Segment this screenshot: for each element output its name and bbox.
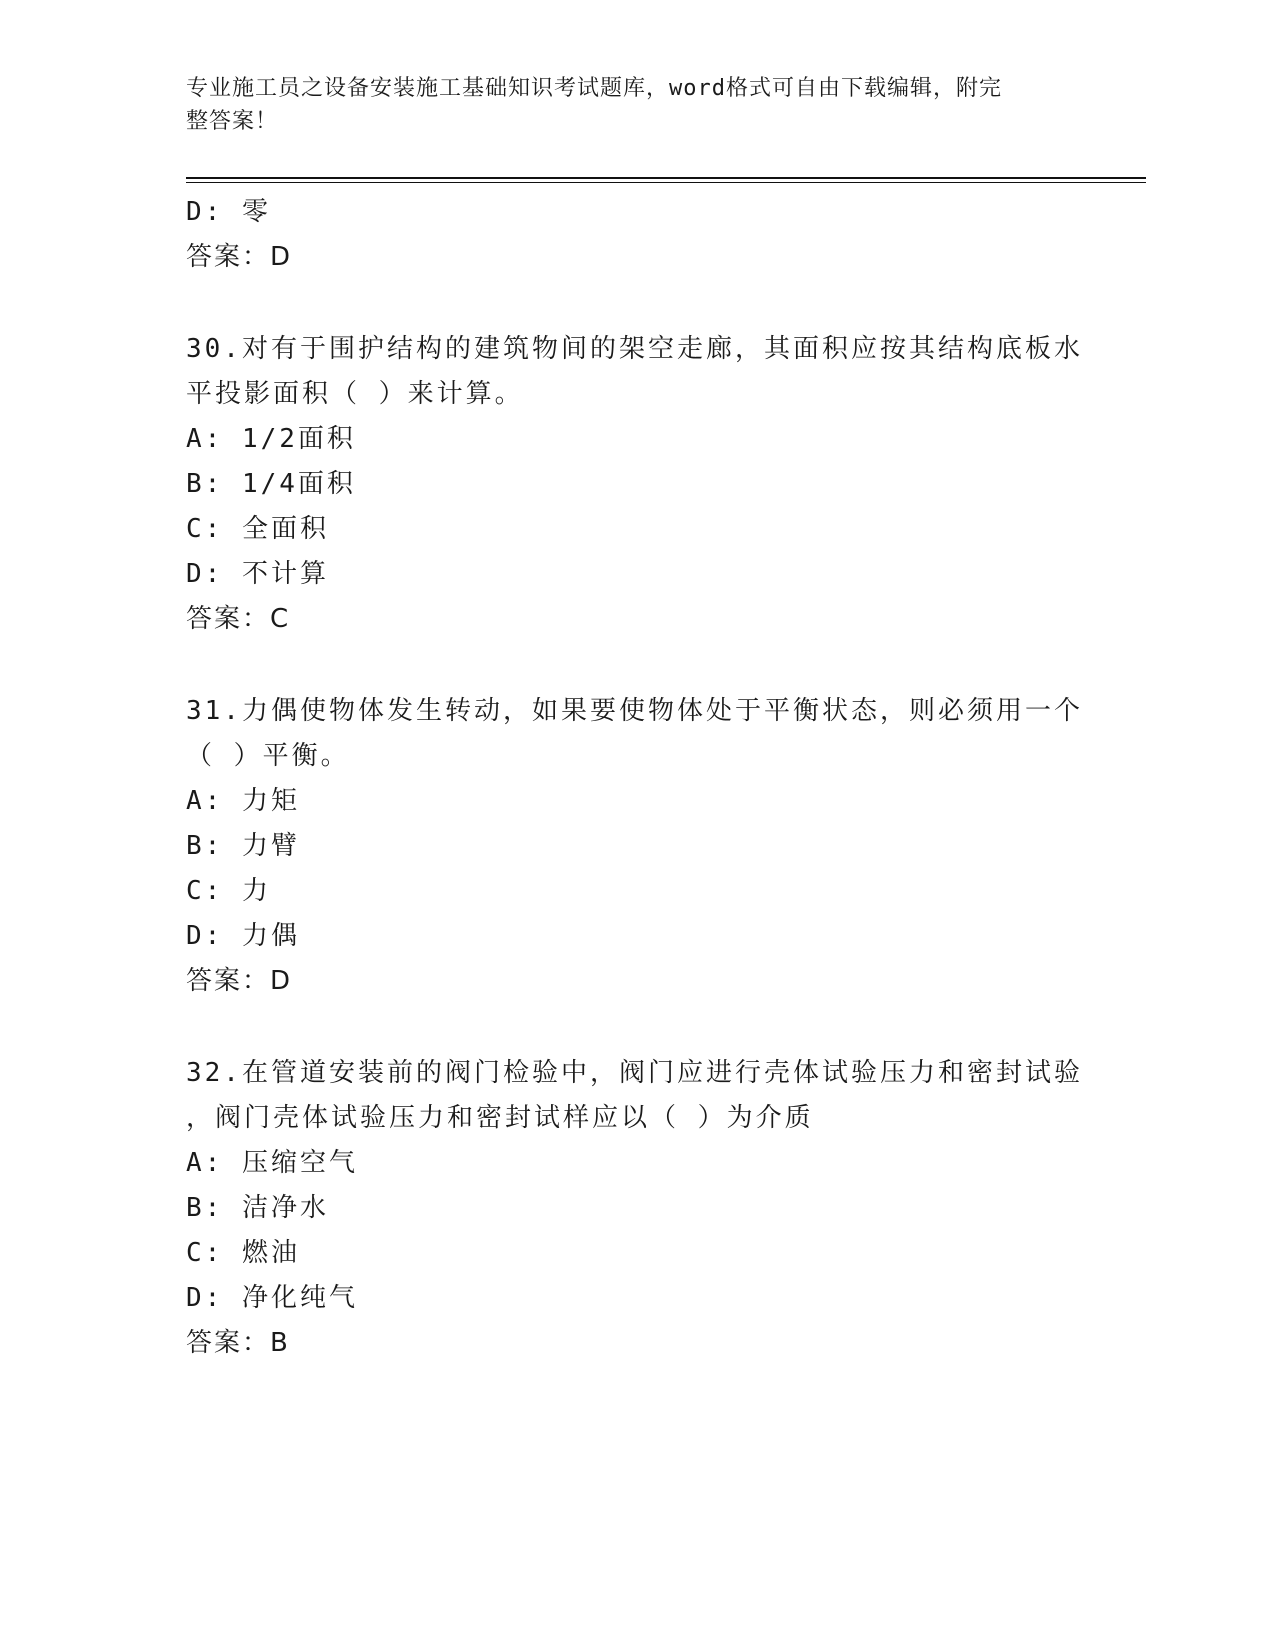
previous-question-tail	[186, 190, 1086, 280]
option-a: A: 力矩	[186, 786, 300, 816]
option-d: D: 力偶	[186, 921, 300, 951]
header-line-2: 整答案！	[186, 109, 279, 134]
question-stem-line-1: 30.对有于围护结构的建筑物间的架空走廊，其面积应按其结构底板水	[186, 334, 1083, 364]
option-c: C: 全面积	[186, 514, 329, 544]
option-c: C: 燃油	[186, 1238, 300, 1268]
document-header	[186, 72, 1066, 138]
option-c: C: 力	[186, 876, 271, 906]
answer-line: 答案：B	[186, 1328, 290, 1358]
option-d: D: 零	[186, 197, 271, 227]
question-stem-line-2: （ ）平衡。	[186, 741, 350, 771]
question-stem-line-2: ，阀门壳体试验压力和密封试样应以（ ）为介质	[186, 1103, 814, 1133]
header-line-1: 专业施工员之设备安装施工基础知识考试题库，word格式可自由下载编辑，附完	[186, 76, 1002, 101]
question-stem-line-1: 32.在管道安装前的阀门检验中，阀门应进行壳体试验压力和密封试验	[186, 1058, 1083, 1088]
question-31	[186, 689, 1086, 1004]
question-stem-line-1: 31.力偶使物体发生转动，如果要使物体处于平衡状态，则必须用一个	[186, 696, 1083, 726]
option-d: D: 不计算	[186, 559, 329, 589]
question-30	[186, 327, 1086, 642]
option-a: A: 压缩空气	[186, 1148, 358, 1178]
option-b: B: 力臂	[186, 831, 300, 861]
option-a: A: 1/2面积	[186, 424, 356, 454]
answer-line: 答案：C	[186, 604, 291, 634]
option-b: B: 1/4面积	[186, 469, 356, 499]
option-b: B: 洁净水	[186, 1193, 329, 1223]
question-list	[186, 190, 1086, 1366]
answer-line: 答案：D	[186, 966, 293, 996]
header-divider-thick	[186, 177, 1146, 179]
question-stem-line-2: 平投影面积（ ）来计算。	[186, 379, 524, 409]
answer-line: 答案：D	[186, 242, 293, 272]
question-32	[186, 1051, 1086, 1366]
header-divider-thin	[186, 182, 1146, 183]
option-d: D: 净化纯气	[186, 1283, 358, 1313]
